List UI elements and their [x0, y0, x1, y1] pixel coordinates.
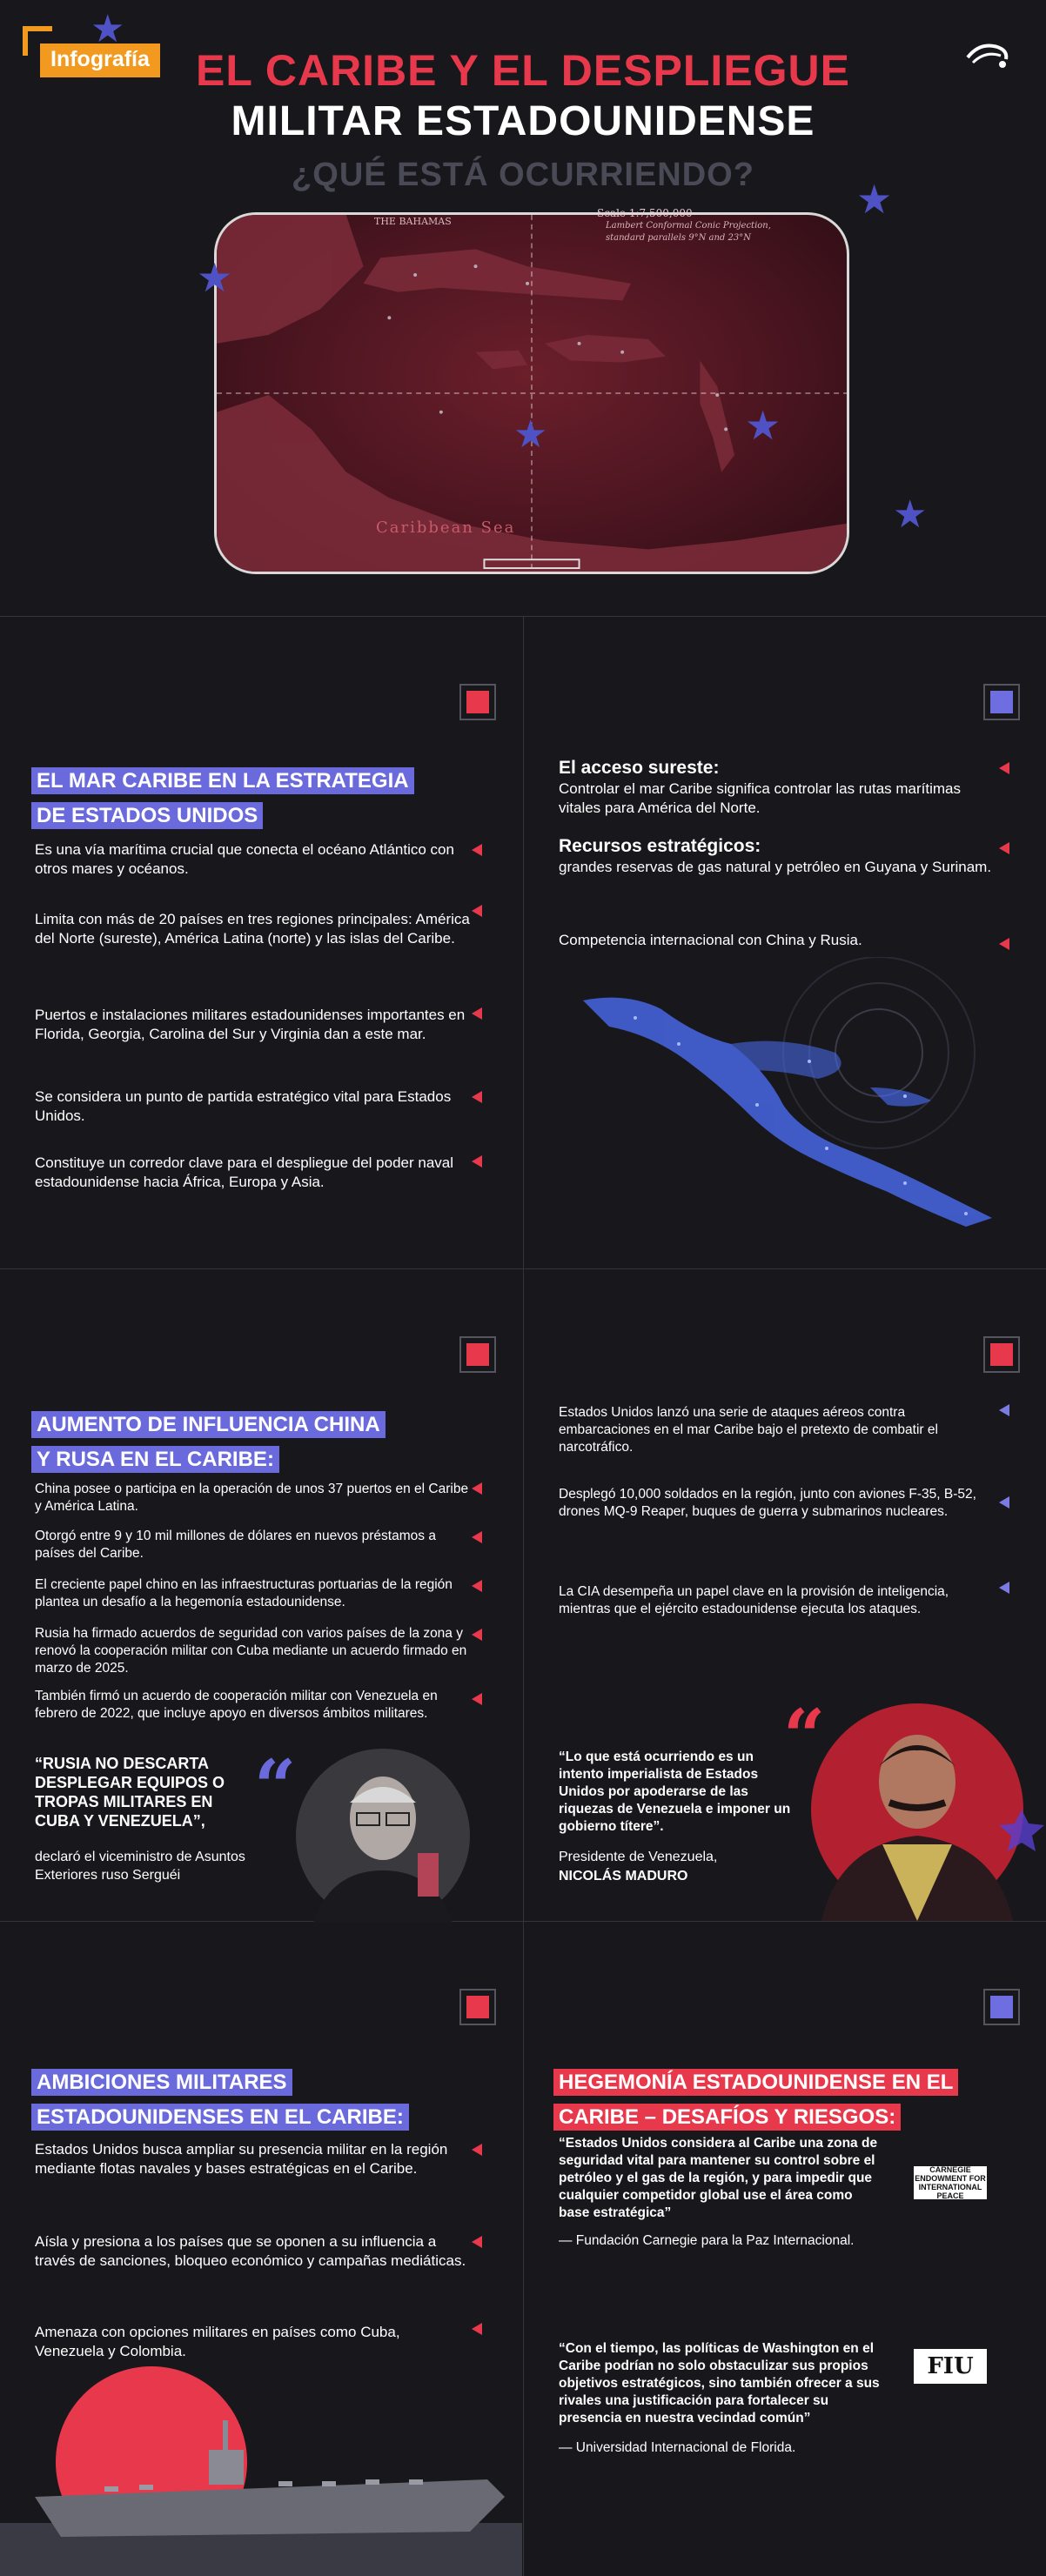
- aircraft-carrier-image: [0, 2366, 522, 2576]
- bullet-arrow-icon: [999, 938, 1009, 950]
- caribbean-night-map: [557, 957, 1044, 1244]
- bullet-arrow-icon: [472, 1155, 482, 1168]
- section3-bullet: Aísla y presiona a los países que se oponen a su influencia a través de sanciones, bloqueo económico y campañas mediáticas.: [35, 2233, 466, 2269]
- section2-right-bullet: La CIA desempeña un papel clave en la provisión de inteligencia, mientras que el ejército estadounidense ejecuta los ataques.: [559, 1584, 949, 1616]
- bullet-arrow-icon: [999, 1496, 1009, 1509]
- fiu-quote: “Con el tiempo, las políticas de Washington en el Caribe podrían no solo obstaculizar sus propios objetivos estratégicos, sino también ofrecer a sus rivales una justificación para fortalecer su presencia en nuestra vecindad común”: [559, 2341, 880, 2425]
- map-scale-label: Scale 1:7,500,000: [597, 207, 693, 219]
- red-square-icon: [459, 1336, 496, 1373]
- red-square-icon: [983, 1336, 1020, 1373]
- bullet-arrow-icon: [472, 2323, 482, 2335]
- bullet-arrow-icon: [472, 1580, 482, 1592]
- map-sea-label: Caribbean Sea: [376, 519, 516, 537]
- russia-quote: “RUSIA NO DESCARTA DESPLEGAR EQUIPOS O TROPAS MILITARES EN CUBA Y VENEZUELA”,: [35, 1755, 225, 1830]
- star-icon: ★: [513, 413, 548, 456]
- fiu-source: — Universidad Internacional de Florida.: [559, 2440, 796, 2455]
- fiu-logo: FIU: [914, 2349, 987, 2384]
- access-title: El acceso sureste:: [559, 758, 720, 778]
- map-projection-line1: Lambert Conformal Conic Projection,: [606, 221, 771, 231]
- bullet-arrow-icon: [472, 1091, 482, 1103]
- section1-title-line2: DE ESTADOS UNIDOS: [31, 802, 263, 829]
- bullet-arrow-icon: [472, 1693, 482, 1705]
- map-projection-line2: standard parallels 9°N and 23°N: [606, 233, 751, 243]
- section2-title-line2: Y RUSA EN EL CARIBE:: [31, 1446, 279, 1473]
- section1-bullet: Es una vía marítima crucial que conecta el océano Atlántico con otros mares y océanos.: [35, 841, 454, 877]
- star-icon: ★: [745, 403, 781, 448]
- bullet-arrow-icon: [999, 1404, 1009, 1416]
- competition-text: Competencia internacional con China y Rusia.: [559, 932, 862, 948]
- bullet-arrow-icon: [472, 905, 482, 917]
- section2-bullet: Rusia ha firmado acuerdos de seguridad con varios países de la zona y renovó la cooperación militar con Cuba mediante un acuerdo firmado en marzo de 2025.: [35, 1626, 467, 1676]
- carnegie-source: — Fundación Carnegie para la Paz Internacional.: [559, 2233, 855, 2248]
- quote-marks-icon: “: [254, 1743, 297, 1830]
- red-square-icon: [459, 684, 496, 720]
- infographic-tag: Infografía: [40, 43, 160, 77]
- bullet-arrow-icon: [999, 762, 1009, 774]
- bullet-arrow-icon: [472, 1531, 482, 1543]
- bullet-arrow-icon: [472, 1007, 482, 1020]
- section2-bullet: El creciente papel chino en las infraestructuras portuarias de la región plantea un desafío a la hegemonía estadounidense.: [35, 1577, 453, 1609]
- star-icon: ★: [856, 177, 893, 222]
- resources-text: grandes reservas de gas natural y petróleo en Guyana y Surinam.: [559, 859, 992, 875]
- section3-right-title-line2: CARIBE – DESAFÍOS Y RIESGOS:: [553, 2104, 901, 2131]
- divider: [523, 616, 524, 2576]
- star-icon: ★: [91, 8, 125, 50]
- carnegie-logo: CARNEGIE ENDOWMENT FOR INTERNATIONAL PEACE: [915, 2165, 986, 2200]
- section1-bullet: Limita con más de 20 países en tres regiones principales: América del Norte (sureste), América Latina (norte) y las islas del Caribe.: [35, 911, 470, 947]
- section1-bullet: Se considera un punto de partida estratégico vital para Estados Unidos.: [35, 1088, 452, 1124]
- blue-square-icon: [983, 684, 1020, 720]
- map-bahamas-label: THE BAHAMAS: [374, 216, 452, 227]
- bullet-arrow-icon: [472, 844, 482, 856]
- section2-right-bullet: Estados Unidos lanzó una serie de ataques aéreos contra embarcaciones en el mar Caribe bajo el pretexto de combatir el narcotráfico.: [559, 1405, 938, 1455]
- maduro-portrait: [787, 1679, 1046, 1921]
- section3-title-line2: ESTADOUNIDENSES EN EL CARIBE:: [31, 2104, 409, 2131]
- page-title-line1: EL CARIBE Y EL DESPLIEGUE: [195, 46, 851, 95]
- star-icon: ★: [893, 493, 928, 536]
- page-title-line2: MILITAR ESTADOUNIDENSE: [231, 98, 815, 144]
- section1-bullet: Constituye un corredor clave para el despliegue del poder naval estadounidense hacia África, Europa y Asia.: [35, 1154, 454, 1190]
- russia-quote-attribution: declaró el viceministro de Asuntos Exteriores ruso Serguéi: [35, 1850, 245, 1883]
- caribbean-map: [214, 212, 849, 574]
- resources-title: Recursos estratégicos:: [559, 836, 761, 856]
- maduro-role: Presidente de Venezuela,: [559, 1850, 718, 1864]
- page-subtitle: ¿QUÉ ESTÁ OCURRIENDO?: [292, 157, 754, 193]
- section1-title-line1: EL MAR CARIBE EN LA ESTRATEGIA: [31, 767, 414, 794]
- ryabkov-portrait: [296, 1740, 470, 1923]
- quote-marks-icon: “: [783, 1693, 826, 1779]
- red-square-icon: [459, 1989, 496, 2025]
- bullet-arrow-icon: [472, 1629, 482, 1641]
- section2-right-bullet: Desplegó 10,000 soldados en la región, junto con aviones F-35, B-52, drones MQ-9 Reaper, buques de guerra y submarinos nucleares.: [559, 1487, 976, 1519]
- section2-title: [31, 1408, 440, 1477]
- bullet-arrow-icon: [472, 2236, 482, 2248]
- access-text: Controlar el mar Caribe significa controlar las rutas marítimas vitales para América del Norte.: [559, 780, 961, 816]
- section2-bullet: Otorgó entre 9 y 10 mil millones de dólares en nuevos préstamos a países del Caribe.: [35, 1529, 436, 1561]
- bullet-arrow-icon: [472, 1482, 482, 1495]
- section1-bullet: Puertos e instalaciones militares estadounidenses importantes en Florida, Georgia, Carolina del Sur y Virginia dan a este mar.: [35, 1007, 466, 1042]
- maduro-quote: “Lo que está ocurriendo es un intento imperialista de Estados Unidos por apoderarse de las riquezas de Venezuela e imponer un gobierno títere”.: [559, 1750, 791, 1834]
- section2-bullet: China posee o participa en la operación de unos 37 puertos en el Caribe y América Latina.: [35, 1482, 469, 1514]
- section1-title: [31, 764, 440, 833]
- bullet-arrow-icon: [999, 842, 1009, 854]
- section2-title-line1: AUMENTO DE INFLUENCIA CHINA: [31, 1411, 386, 1438]
- star-icon: ★: [197, 255, 233, 300]
- section3-right-title-line1: HEGEMONÍA ESTADOUNIDENSE EN EL: [553, 2069, 958, 2096]
- section3-title: [31, 2065, 440, 2135]
- section3-bullet: Amenaza con opciones militares en países como Cuba, Venezuela y Colombia.: [35, 2324, 400, 2359]
- section3-title-line1: AMBICIONES MILITARES: [31, 2069, 292, 2096]
- section3-right-title: [553, 2065, 1023, 2135]
- bullet-arrow-icon: [999, 1582, 1009, 1594]
- section3-bullet: Estados Unidos busca ampliar su presencia militar en la región mediante flotas navales y bases estratégicas en el Caribe.: [35, 2141, 448, 2177]
- maduro-name: NICOLÁS MADURO: [559, 1869, 688, 1883]
- carnegie-quote: “Estados Unidos considera al Caribe una zona de seguridad vital para mantener su control sobre el petróleo y el gas de la región, y para impedir que cualquier competidor global use el área como base estratégica”: [559, 2136, 878, 2220]
- bullet-arrow-icon: [472, 2144, 482, 2156]
- blue-square-icon: [983, 1989, 1020, 2025]
- section2-bullet: También firmó un acuerdo de cooperación militar con Venezuela en febrero de 2022, que incluye apoyo en diversos ámbitos militares.: [35, 1689, 438, 1721]
